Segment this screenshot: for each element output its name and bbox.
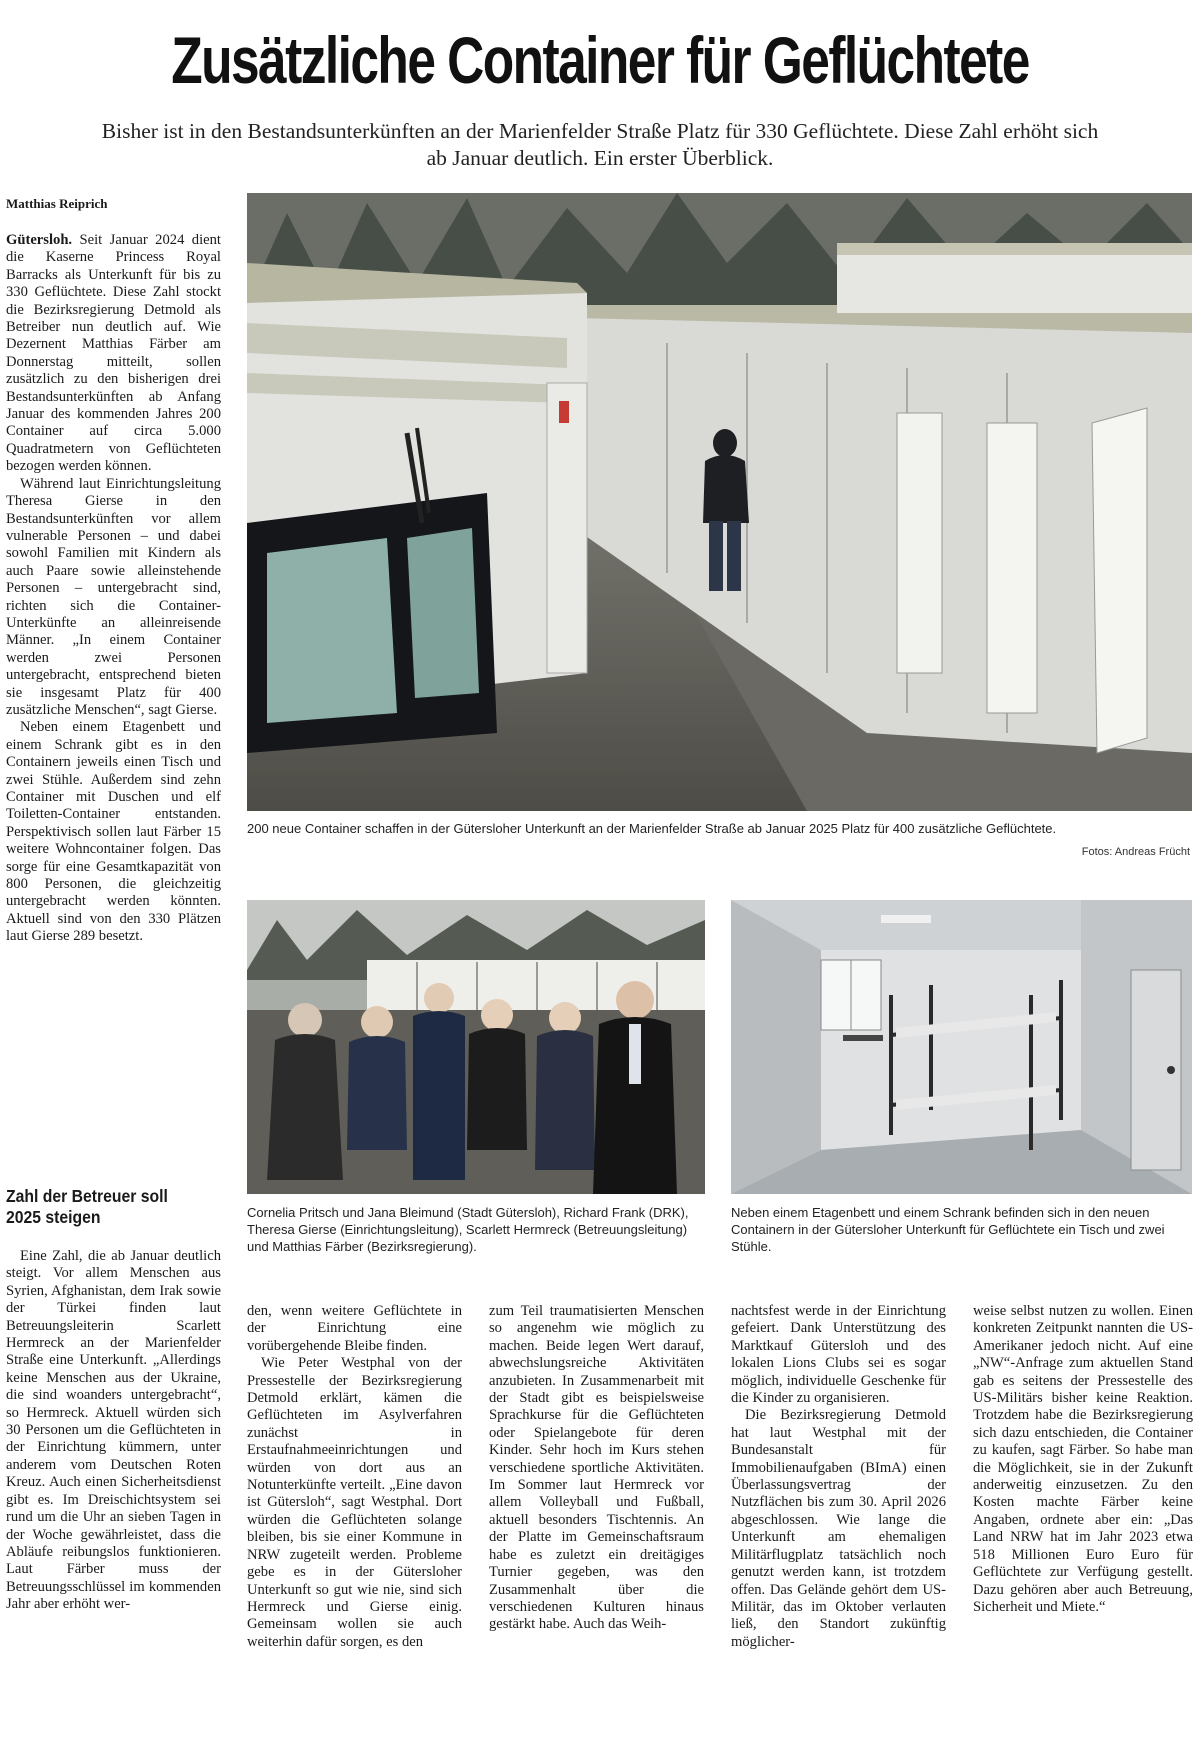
- subhead: Bisher ist in den Bestandsunterkünften an der Marienfelder Straße Platz für 330 Geflüchtete. Diese Zahl erhöht sich ab Januar deutlich. Ein erster Überblick.: [101, 119, 1099, 170]
- paragraph: weise selbst nutzen zu wollen. Einen konkreten Zeitpunkt nannten die US-Amerikaner jedoch nicht. Auf eine „NW“-Anfrage zum aktuellen Stand gab es seitens der Pressestelle des US-Militärs bisher keine Reaktion. Trotzdem habe die Bezirksregierung sich dazu entschieden, die Container zu kaufen, sagt Färber. So habe man die Möglichkeit, sie in der Zukunft anderweitig einzusetzen. Zu den Kosten machte Färber keine Angaben, ordnete aber ein: „Das Land NRW hat im Jahr 2023 etwa 518 Millionen Euro Euro für Geflüchtete zur Verfügung gestellt. Dazu gehören aber auch Betreuung, Sicherheit und Miete.“: [973, 1303, 1193, 1615]
- room-photo-caption: Neben einem Etagenbett und einem Schrank befinden sich in den neuen Containern in der Gütersloher Unterkunft für Geflüchtete ein Tisch und zwei Stühle.: [731, 1205, 1165, 1254]
- room-photo: [731, 900, 1192, 1194]
- group-photo-caption: Cornelia Pritsch und Jana Bleimund (Stadt Gütersloh), Richard Frank (DRK), Theresa Gierse (Einrichtungsleitung), Scarlett Hermreck (Betreuungsleitung) und Matthias Färber (Bezirksregierung).: [247, 1205, 689, 1254]
- paragraph-text: Seit Januar 2024 dient die Kaserne Princess Royal Barracks als Unterkunft für bis zu 330 Geflüchtete. Diese Zahl stockt die Bezirksregierung Detmold als Betreiber nun deutlich auf. Wie Dezernent Matthias Färber am Donnerstag mitteilt, sollen zusätzlich zu den bisherigen drei Bestandsunterkünften ab Anfang Januar des kommenden Jahres 200 Container auf circa 5.000 Quadratmetern von Geflüchteten bezogen werden können.: [6, 232, 221, 475]
- main-photo-containers: [247, 193, 1192, 811]
- paragraph: [6, 232, 221, 476]
- paragraph: Während laut Einrichtungsleitung Theresa Gierse in den Bestandsunterkünften vor allem vulnerable Personen – und dabei sowohl Familien mit Kindern als auch Paare sowie alleinstehende Personen – untergebracht sind, richten sich die Container-Unterkünfte an alleinreisende Männer. „In einem Container werden zwei Personen untergebracht, entsprechend bieten sie insgesamt Platz für 400 zusätzliche Menschen“, sagt Gierse.: [6, 475, 221, 718]
- article-column-5: [973, 1303, 1193, 1616]
- subheading: Zahl der Betreuer soll 2025 steigen: [6, 1186, 168, 1227]
- paragraph: zum Teil traumatisierten Menschen so angenehm wie möglich zu machen. Beide legen Wert darauf, abwechslungsreiche Aktivitäten anzubieten. In Zusammenarbeit mit der Stadt gibt es beispielsweise Sprachkurse für die Geflüchteten oder Spielangebote für deren Kinder. Sehr hoch im Kurs stehen verschiedene sportliche Aktivitäten. Im Sommer laut Hermreck vor allem Volleyball und Fußball, aktuell besonders Tischtennis. An der Platte im Gemeinschaftsraum habe es zuletzt ein dreitägiges Turnier gegeben, was den Zusammenhalt über die verschiedenen Kulturen hinaus gestärkt habe. Auch das Weih-: [489, 1303, 704, 1633]
- paragraph: Eine Zahl, die ab Januar deutlich steigt. Vor allem Menschen aus Syrien, Afghanistan, dem Irak sowie der Türkei finden laut Betreuungsleiterin Scarlett Hermreck an der Marienfelder Straße eine Unterkunft. „Allerdings keine Menschen aus der Ukraine, die sind woanders untergebracht“, so Hermreck. Aktuell würden sich 30 Personen um die Geflüchteten in der Einrichtung kümmern, unter anderem vom Deutschen Roten Kreuz. Auch einen Sicherheitsdienst gibt es. Im Dreischichtsystem sei rund um die Uhr an sieben Tagen in der Woche gewährleistet, dass die Abläufe reibungslos funktionieren. Laut Färber muss der Betreuungsschlüssel im kommenden Jahr aber erhöht wer-: [6, 1248, 221, 1613]
- dateline: Gütersloh.: [6, 232, 73, 248]
- article-column-1-continued: [6, 1248, 221, 1614]
- room-photo-illustration: [731, 900, 1192, 1194]
- headline: Zusätzliche Container für Geflüchtete: [171, 23, 1029, 97]
- paragraph: Wie Peter Westphal von der Pressestelle der Bezirksregierung Detmold erklärt, kämen die Geflüchteten im Asylverfahren zunächst in Erstaufnahmeeinrichtungen und würden von dort aus an Notunterkünfte verteilt. „Eine davon ist Gütersloh“, sagt Westphal. Dort würden die Geflüchteten solange bleiben, bis sie einer Kommune in NRW zugeteilt werden. Probleme gebe es in der Gütersloher Unterkunft so gut wie nie, sind sich Hermreck und Gierse einig. Gemeinsam wollen sie auch weiterhin dafür sorgen, es den: [247, 1355, 462, 1650]
- paragraph: Die Bezirksregierung Detmold hat laut Westphal mit der Bundesanstalt für Immobilienaufgaben (BImA) einen Überlassungsvertrag der Nutzflächen bis zum 30. April 2026 abgeschlossen. Wie lange die Unterkunft am ehemaligen Militärflugplatz tatsächlich noch genutzt werden kann, ist trotzdem offen. Das Gelände gehört dem US-Militär, das im Oktober verlauten ließ, den Standort zukünftig möglicher-: [731, 1407, 946, 1650]
- paragraph: den, wenn weitere Geflüchtete in der Einrichtung eine vorübergehende Bleibe finden.: [247, 1303, 462, 1354]
- main-photo-caption: 200 neue Container schaffen in der Gütersloher Unterkunft an der Marienfelder Straße ab Januar 2025 Platz für 400 zusätzliche Geflüchtete.: [247, 821, 1057, 836]
- author: Matthias Reiprich: [6, 196, 108, 211]
- article-column-3: [489, 1303, 704, 1634]
- photo-credit: Fotos: Andreas Frücht: [1081, 846, 1190, 858]
- main-photo-illustration: [247, 193, 1192, 811]
- article-column-2: [247, 1303, 462, 1651]
- article-column-1: [6, 232, 221, 946]
- paragraph: nachtsfest werde in der Einrichtung gefeiert. Dank Unterstützung des Marktkauf Gütersloh und des lokalen Lions Clubs sei es sogar möglich, individuelle Geschenke für die Kinder zu organisieren.: [731, 1303, 946, 1407]
- article-column-4: [731, 1303, 946, 1651]
- group-photo-illustration: [247, 900, 705, 1194]
- group-photo: [247, 900, 705, 1194]
- paragraph: Neben einem Etagenbett und einem Schrank gibt es in den Containern jeweils einen Tisch und zwei Stühle. Außerdem sind zehn Container mit Duschen und elf Toiletten-Container entstanden. Perspektivisch sollen laut Färber 15 weitere Wohncontainer folgen. Das sorge für eine Gesamtkapazität von 800 Personen, die gleichzeitig untergebracht werden könnten. Aktuell sind von den 330 Plätzen laut Gierse 289 besetzt.: [6, 719, 221, 945]
